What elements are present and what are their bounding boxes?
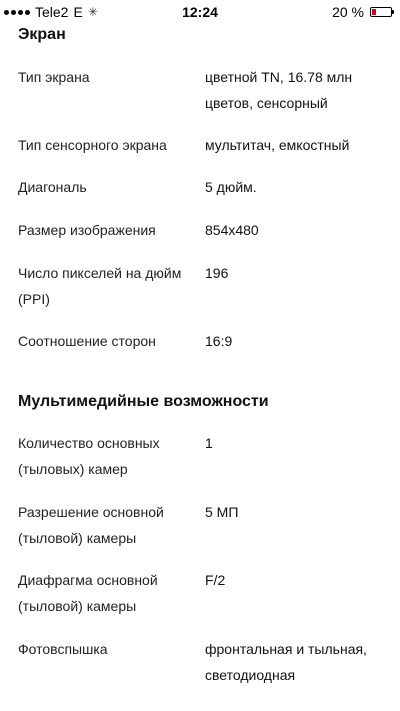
activity-spinner-icon: ✳ (87, 5, 98, 19)
spec-label: Размер изображения (18, 222, 156, 238)
spec-label: Тип экрана (18, 69, 90, 85)
spec-value: 5 дюйм. (205, 179, 257, 195)
battery-icon (370, 7, 392, 17)
spec-value: мультитач, емкостный (205, 137, 350, 153)
spec-label: Соотношение сторон (18, 333, 156, 349)
battery-percent: 20 % (332, 4, 364, 20)
spec-label: Диафрагма основной (тыловой) камеры (18, 572, 158, 614)
status-bar (0, 0, 400, 24)
spec-value: 1 (205, 435, 213, 451)
section-title-screen: Экран (18, 26, 66, 43)
status-time: 12:24 (182, 4, 218, 20)
network-type: E (73, 4, 83, 20)
spec-value: 854x480 (205, 222, 259, 238)
spec-label: Тип сенсорного экрана (18, 137, 167, 153)
spec-value: F/2 (205, 572, 226, 588)
spec-label: Диагональ (18, 179, 87, 195)
spec-value: 16:9 (205, 333, 233, 349)
spec-value: цветной TN, 16.78 млн цветов, сенсорный (205, 69, 353, 111)
spec-value: 5 МП (205, 504, 239, 520)
spec-label: Фотовспышка (18, 641, 108, 657)
spec-label: Разрешение основной (тыловой) камеры (18, 504, 164, 546)
spec-value: 196 (205, 265, 229, 281)
spec-label: Количество основных (тыловых) камер (18, 435, 160, 477)
status-right (332, 4, 392, 20)
carrier-name: Tele2 (35, 4, 69, 20)
spec-value: фронтальная и тыльная, светодиодная (205, 641, 367, 683)
battery-fill (372, 9, 376, 15)
spec-label: Число пикселей на дюйм (PPI) (18, 265, 182, 307)
section-title-multimedia: Мультимедийные возможности (18, 393, 269, 410)
